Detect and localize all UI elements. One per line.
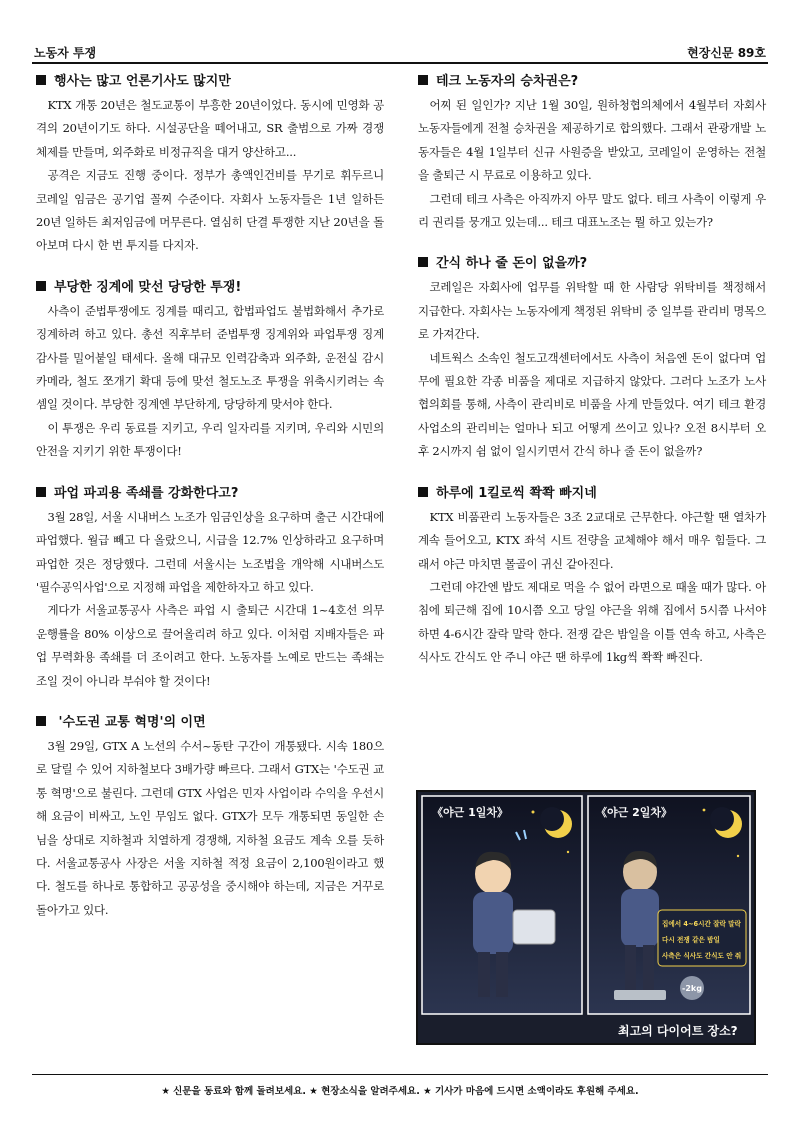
article-strike-shackles <box>36 484 384 693</box>
article-tech-tickets <box>418 72 766 234</box>
article-paragraph: 3월 28일, 서울 시내버스 노조가 임금인상을 요구하며 출근 시간대에 파업했다. 월급 빼고 다 올랐으니, 시급을 12.7% 인상하라고 요구하며 파업한 것은 정당했다. 그런데 서울시는 노조법을 개악해 시내버스도 '필수공익사업'으로 지정해 파업을 제한하자고 하고 있다. <box>36 509 384 594</box>
article-title-text: 행사는 많고 언론기사도 많지만 <box>54 74 231 89</box>
header-issue-number: 현장신문 89호 <box>687 46 766 60</box>
cartoon-caption-line: 집에서 4~6시간 잘락 말락 <box>662 920 741 928</box>
article-paragraph: 그런데 야간엔 밥도 제대로 먹을 수 없어 라면으로 때울 때가 많다. 아침에 퇴근해 집에 10시쯤 오고 당일 야근을 위해 집에서 5시쯤 나서야 하면 4-6시간 잘락 말락 한다. 전쟁 같은 밤일을 이틀 연속 하고, 사측은 식사도 간식도 안 주니 야근 땐 하루에 1kg씩 쫙쫙 빠진다. <box>418 579 766 665</box>
article-title-text: '수도권 교통 혁명'의 이면 <box>54 714 206 730</box>
article-title-text: 부당한 징계에 맞선 당당한 투쟁! <box>54 279 242 295</box>
square-bullet-icon <box>418 75 428 85</box>
article-title <box>36 713 384 733</box>
weight-loss-label: -2kg <box>682 984 702 993</box>
article-title <box>36 484 384 504</box>
right-column <box>418 72 766 690</box>
square-bullet-icon <box>36 281 46 291</box>
page-header <box>32 42 768 64</box>
cartoon-illustration <box>418 792 754 1043</box>
square-bullet-icon <box>36 487 46 497</box>
article-paragraph: 공격은 지금도 진행 중이다. 정부가 총액인건비를 무기로 휘두르니 코레일 임금은 공기업 꼴찌 수준이다. 자회사 노동자들은 1년 일하든 20년 일하든 최저임금에 머무른다. 열심히 단결 투쟁한 지난 20년을 돌아보며 다시 한 번 투지를 다지자. <box>36 168 384 253</box>
square-bullet-icon <box>418 487 428 497</box>
article-title <box>36 278 384 298</box>
article-weight-loss <box>418 484 766 670</box>
article-title-text: 파업 파괴용 족쇄를 강화한다고? <box>54 485 239 501</box>
article-events-and-press <box>36 72 384 258</box>
night-shift-cartoon <box>416 790 756 1045</box>
article-snack-money <box>418 254 766 463</box>
article-title <box>36 72 384 92</box>
left-column <box>36 72 384 942</box>
cartoon-caption-line: 사측은 식사도 간식도 안 줘 <box>662 952 742 960</box>
article-paragraph: KTX 비품관리 노동자들은 3조 2교대로 근무한다. 야근할 땐 열차가 계속 들어오고, KTX 좌석 시트 전량을 교체해야 해서 매우 힘들다. 그래서 야근 마치면 몰골이 귀신 같아진다. <box>418 509 766 571</box>
article-unjust-discipline <box>36 278 384 464</box>
cartoon-bottom-caption: 최고의 다이어트 장소? <box>618 1024 738 1038</box>
article-title-text: 간식 하나 줄 돈이 없을까? <box>436 256 588 272</box>
seat-cover-bundle <box>513 910 555 944</box>
article-paragraph: 코레일은 자회사에 업무를 위탁할 때 한 사람당 위탁비를 책정해서 지급한다. 자회사는 노동자에게 책정된 위탁비 중 일부를 관리비 명목으로 가져간다. <box>418 280 766 342</box>
article-paragraph: 이 투쟁은 우리 동료를 지키고, 우리 일자리를 지키며, 우리와 시민의 안전을 지키기 위한 투쟁이다! <box>36 420 384 459</box>
article-paragraph: 게다가 서울교통공사 사측은 파업 시 출퇴근 시간대 1~4호선 의무 운행률을 80% 이상으로 끌어올리려 하고 있다. 이처럼 지배자들은 파업 무력화용 족쇄를 더 조이려고 한다. 노동자를 노예로 만드는 족쇄는 조일 것이 아니라 부숴야 할 것이다! <box>36 603 384 688</box>
article-paragraph: 그런데 테크 사측은 아직까지 아무 말도 없다. 테크 사측이 이렇게 우리 권리를 뭉개고 있는데... 테크 대표노조는 뭘 하고 있는가? <box>418 191 766 230</box>
weight-scale-icon <box>614 990 666 1000</box>
square-bullet-icon <box>36 716 46 726</box>
article-title-text: 하루에 1킬로씩 쫙쫙 빠지네 <box>436 485 597 501</box>
article-title <box>418 484 766 504</box>
panel-1-label: 《야근 1일차》 <box>432 806 508 819</box>
square-bullet-icon <box>418 257 428 267</box>
article-gtx <box>36 713 384 922</box>
article-title-text: 테크 노동자의 승차권은? <box>436 74 579 89</box>
article-paragraph: 사측이 준법투쟁에도 징계를 때리고, 합법파업도 불법화해서 추가로 징계하려 하고 있다. 총선 직후부터 준법투쟁 징계위와 파업투쟁 징계 감사를 밀어붙일 태세다. 올해 대규모 인력감축과 외주화, 운전실 감시카메라, 철도 쪼개기 확대 등에 맞선 철도노조 투쟁을 위축시키려는 속셈일 것이다. 부당한 징계엔 부단하게, 당당하게 맞서야 한다. <box>36 303 384 412</box>
article-paragraph: 3월 29일, GTX A 노선의 수서~동탄 구간이 개통됐다. 시속 180으로 달릴 수 있어 지하철보다 3배가량 빠르다. 그래서 GTX는 '수도권 교통 혁명'으로 불린다. 그런데 GTX 사업은 민자 사업이라 수익을 우선시해 요금이 비싸고, 노인 무임도 없다. GTX가 모두 개통되면 동일한 손님을 상대로 지하철과 치열하게 경쟁해, 지하철 요금도 계속 오를 듯하다. 서울교통공사 사장은 서울 지하철 적정 요금이 2,100원이라고 했다. 철도를 하나로 통합하고 공공성을 중시해야 하는데, 지금은 거꾸로 돌아가고 있다. <box>36 738 384 917</box>
page-footer: ★ 신문을 동료와 함께 돌려보세요. ★ 현장소식을 알려주세요. ★ 기사가 마음에 드시면 소액이라도 후원해 주세요. <box>32 1074 768 1097</box>
article-paragraph: 어찌 된 일인가? 지난 1월 30일, 원하청협의체에서 4월부터 자회사 노동자들에게 전철 승차권을 제공하기로 합의했다. 그래서 관광개발 노동자들은 4월 1일부터 신규 사원증을 받았고, 코레일이 운영하는 전철을 출퇴근 시 무료로 이용하고 있다. <box>418 98 766 183</box>
article-title <box>418 72 766 92</box>
article-paragraph: KTX 개통 20년은 철도교통이 부흥한 20년이었다. 동시에 민영화 공격의 20년이기도 하다. 시설공단을 떼어내고, SR 출범으로 가짜 경쟁체제를 만들며, 외주화로 비정규직을 대거 양산하고... <box>36 98 384 159</box>
article-paragraph: 네트웍스 소속인 철도고객센터에서도 사측이 처음엔 돈이 없다며 업무에 필요한 각종 비품을 제대로 지급하지 않았다. 그러다 노조가 노사협의회를 통해, 사측이 관리비로 비품을 사게 만들었다. 여기 테크 환경사업소의 관리비는 얼마나 되고 어떻게 쓰이고 있나? 오전 8시부터 오후 2시까지 쉼 없이 일시키면서 간식 하나 줄 돈이 없을까? <box>418 350 766 459</box>
article-title <box>418 254 766 274</box>
cartoon-caption-line: 다시 전쟁 같은 밤일 <box>662 936 720 944</box>
square-bullet-icon <box>36 75 46 85</box>
panel-2-label: 《야근 2일차》 <box>596 806 672 819</box>
header-section-name: 노동자 투쟁 <box>34 46 97 60</box>
